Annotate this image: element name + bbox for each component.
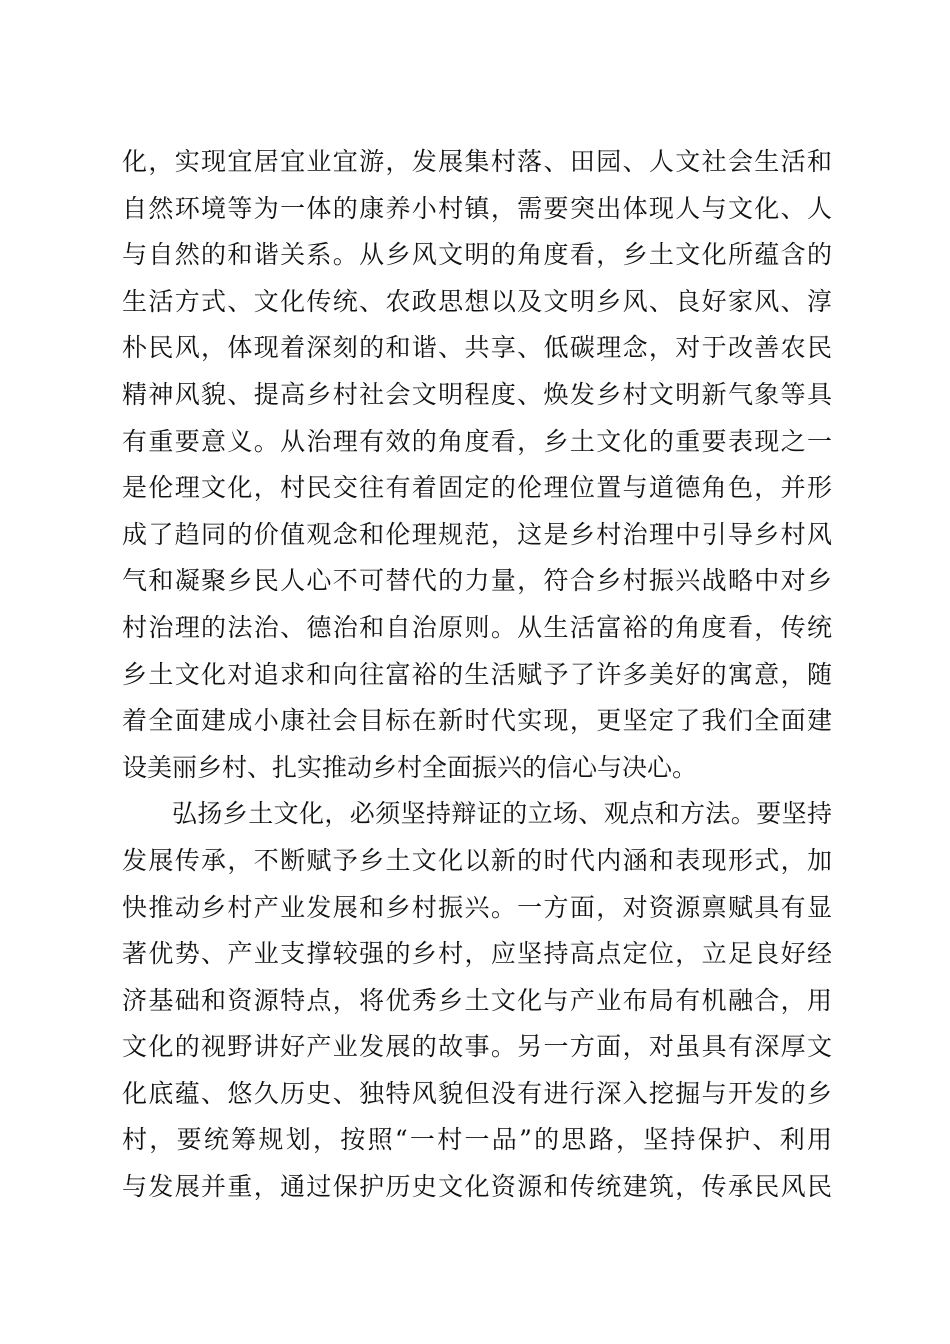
paragraph-2 — [122, 791, 832, 1210]
text-line: 著优势、产业支撑较强的乡村，应坚持高点定位，立足良好经 — [122, 939, 832, 969]
text-line: 乡土文化对追求和向往富裕的生活赋予了许多美好的寓意，随 — [122, 659, 832, 689]
text-line: 成了趋同的价值观念和伦理规范，这是乡村治理中引导乡村风 — [122, 519, 832, 549]
text-line: 文化的视野讲好产业发展的故事。另一方面，对虽具有深厚文 — [122, 1032, 832, 1062]
text-line: 化底蕴、悠久历史、独特风貌但没有进行深入挖掘与开发的乡 — [122, 1078, 832, 1108]
text-line: 是伦理文化，村民交往有着固定的伦理位置与道德角色，并形 — [122, 473, 832, 503]
text-line: 朴民风，体现着深刻的和谐、共享、低碳理念，对于改善农民 — [122, 333, 832, 363]
text-line: 与自然的和谐关系。从乡风文明的角度看，乡土文化所蕴含的 — [122, 240, 832, 270]
text-line: 发展传承，不断赋予乡土文化以新的时代内涵和表现形式，加 — [122, 845, 832, 875]
text-line: 化，实现宜居宜业宜游，发展集村落、田园、人文社会生活和 — [122, 147, 832, 176]
text-line: 设美丽乡村、扎实推动乡村全面振兴的信心与决心。 — [122, 752, 698, 782]
text-line: 自然环境等为一体的康养小村镇，需要突出体现人与文化、人 — [122, 193, 832, 223]
text-line: 与发展并重，通过保护历史文化资源和传统建筑，传承民风民 — [122, 1172, 832, 1202]
text-line: 着全面建成小康社会目标在新时代实现，更坚定了我们全面建 — [122, 706, 832, 736]
text-line: 快推动乡村产业发展和乡村振兴。一方面，对资源禀赋具有显 — [122, 892, 832, 922]
text-line: 济基础和资源特点，将优秀乡土文化与产业布局有机融合，用 — [122, 985, 832, 1015]
text-line: 村，要统筹规划，按照“一村一品”的思路，坚持保护、利用 — [122, 1125, 832, 1155]
document-body — [122, 139, 832, 1211]
text-line: 气和凝聚乡民人心不可替代的力量，符合乡村振兴战略中对乡 — [122, 566, 832, 596]
paragraph-1 — [122, 139, 832, 791]
text-line: 精神风貌、提高乡村社会文明程度、焕发乡村文明新气象等具 — [122, 379, 832, 409]
text-line: 生活方式、文化传统、农政思想以及文明乡风、良好家风、淳 — [122, 286, 832, 316]
text-line: 村治理的法治、德治和自治原则。从生活富裕的角度看，传统 — [122, 612, 832, 642]
text-line: 有重要意义。从治理有效的角度看，乡土文化的重要表现之一 — [122, 426, 832, 456]
text-line: 弘扬乡土文化，必须坚持辩证的立场、观点和方法。要坚持 — [172, 799, 832, 829]
